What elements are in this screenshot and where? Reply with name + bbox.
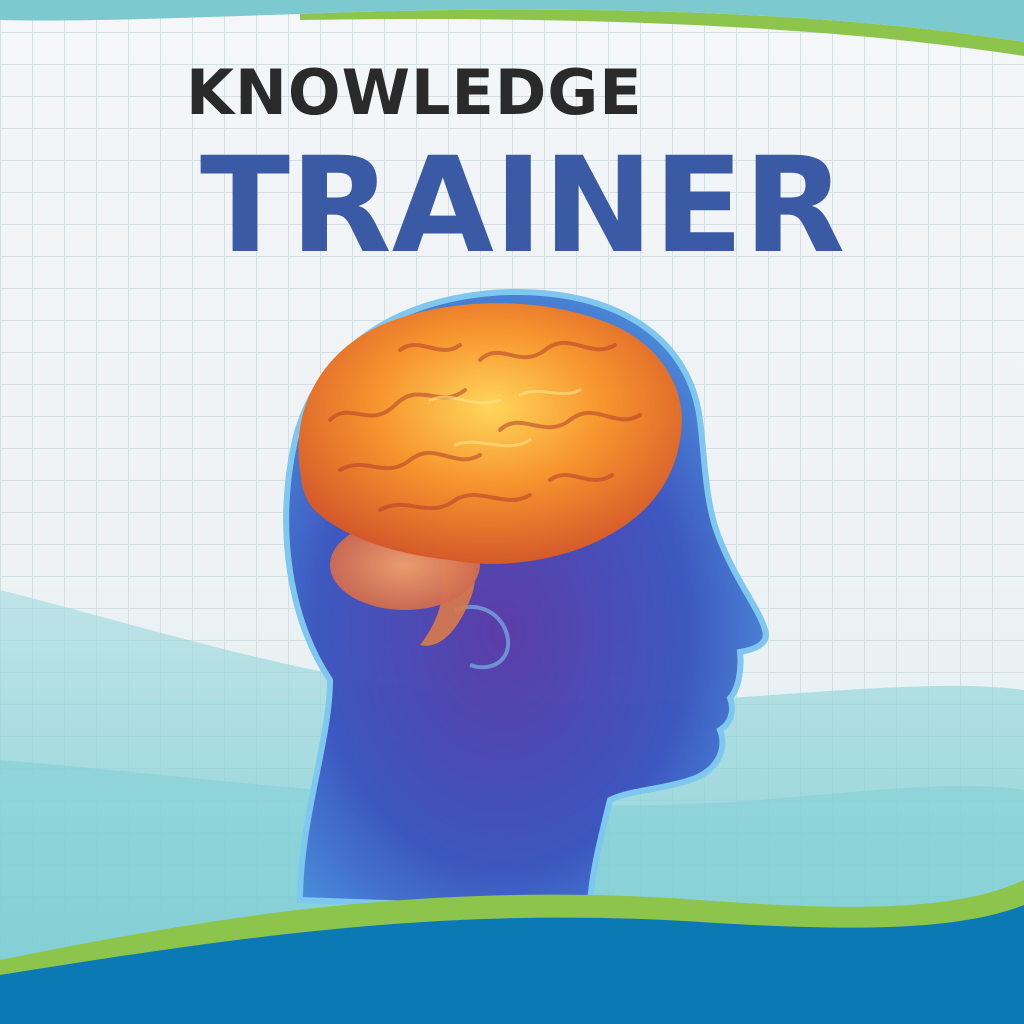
title-trainer: TRAINER (200, 129, 846, 283)
title-knowledge: KNOWLEDGE (186, 56, 643, 129)
